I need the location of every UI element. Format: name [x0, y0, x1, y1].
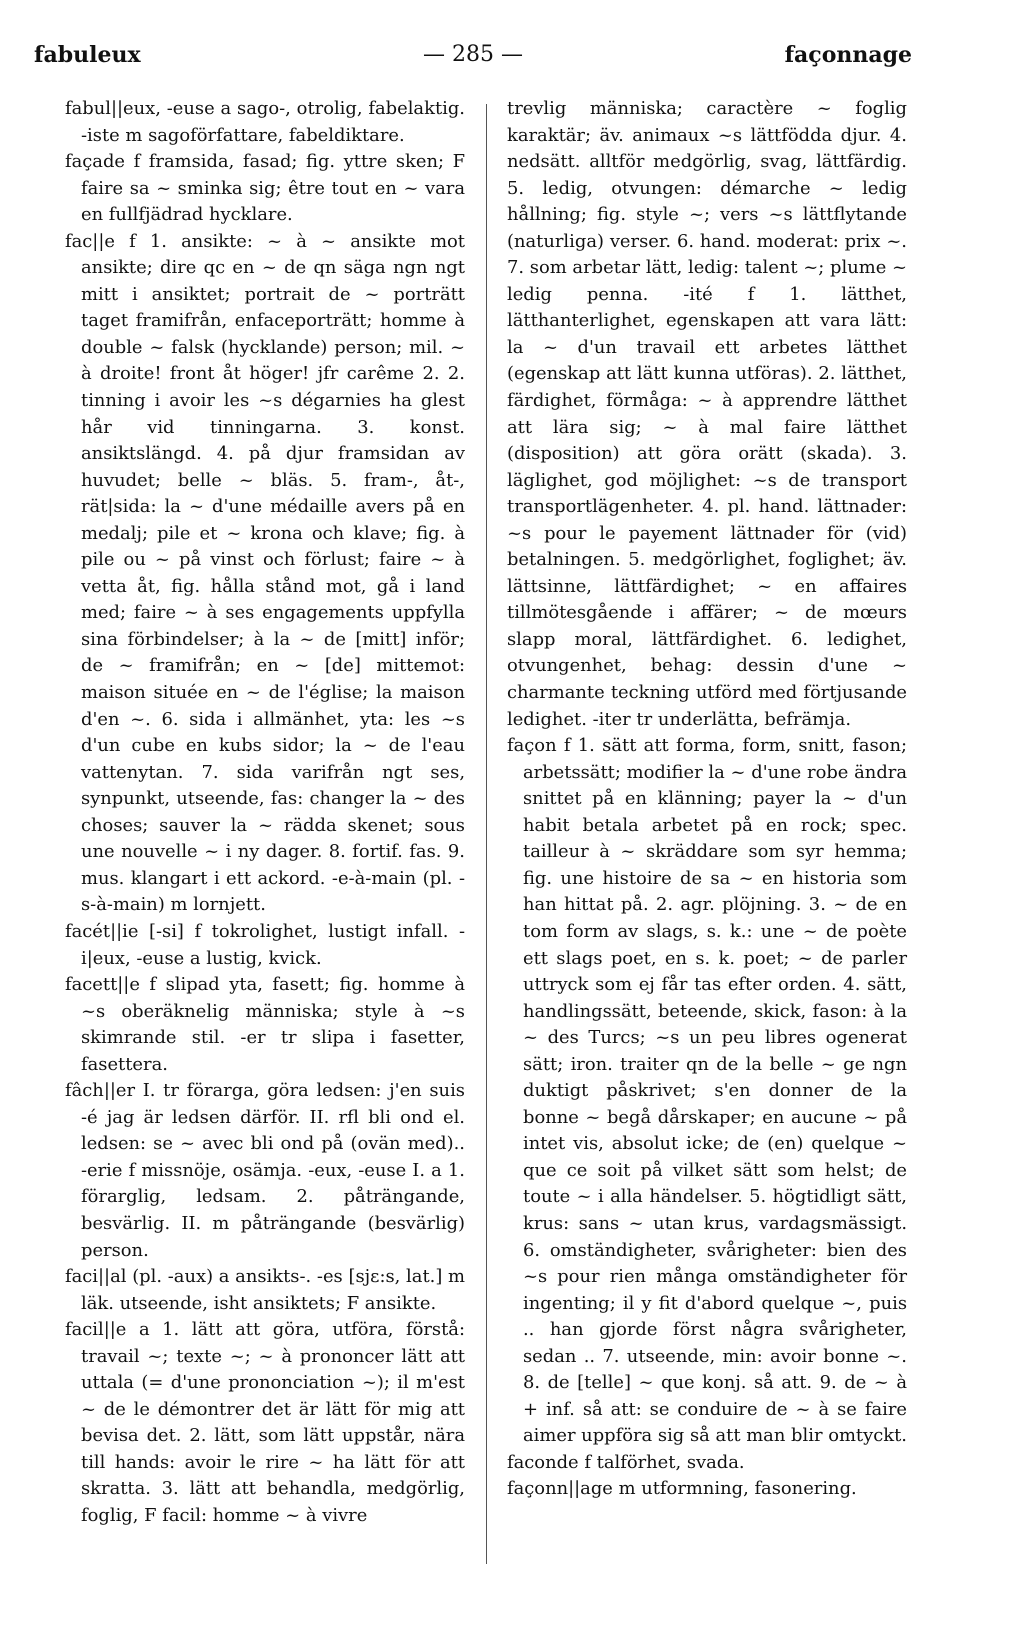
left-column — [65, 96, 465, 1530]
dictionary-entry: façon f 1. sätt att forma, form, snitt, fason; arbetssätt; modifier la ~ d'une robe ändra snittet på en klänning; payer la ~ d'un habit betala arbetet på en rock; spec. tailleur à ~ skräddare som syr hemma; fig. une histoire de sa ~ en historia som han hittat på. 2. agr. plöjning. 3. ~ de en tom form av slags, s. k.: une ~ de poète ett slags poet, en s. k. poet; ~ de parler uttryck som ej får tas efter orden. 4. sätt, handlingssätt, beteende, skick, fason: à la ~ des Turcs; ~s un peu libres ogenerat sätt; iron. traiter qn de la belle ~ ge ngn duktigt påskrivet; s'en donner de la bonne ~ begå dårskaper; en aucune ~ på intet vis, absolut icke; de (en) quelque ~ que ce soit på vilket sätt som helst; de toute ~ i alla händelser. 5. högtidligt sätt, krus: sans ~ utan krus, vardagsmässigt. 6. omständigheter, svårigheter: bien des ~s pour rien många omständigheter för ingenting; il y fit d'abord quelque ~, puis .. han gjorde först några svårigheter, sedan .. 7. utseende, min: avoir bonne ~. 8. de [telle] ~ que konj. så att. 9. de ~ à + inf. så att: se conduire de ~ à se faire aimer uppföra sig så att man blir omtyckt. — [507, 735, 907, 1447]
dictionary-entry: facét||ie [-si] f tokrolighet, lustigt infall. -i|eux, -euse a lustig, kvick. — [65, 920, 465, 969]
dictionary-entry: fâch||er I. tr förarga, göra ledsen: j'en suis -é jag är ledsen därför. II. rfl bli ond el. ledsen: se ~ avec bli ond på (ovän med).. -erie f missnöje, osämja. -eux, -euse I. a 1. förarglig, ledsam. 2. påträngande, besvärlig. II. m påträngande (besvärlig) person. — [65, 1080, 465, 1261]
dictionary-entry: façade f framsida, fasad; fig. yttre sken; F faire sa ~ sminka sig; être tout en ~ vara en fullfjädrad hycklare. — [65, 151, 465, 226]
dictionary-entry: faconde f talförhet, svada. — [507, 1451, 745, 1473]
dictionary-entry: fabul||eux, -euse a sago-, otrolig, fabelaktig. -iste m sagoförfattare, fabeldiktare. — [65, 98, 465, 146]
page-number: — 285 — — [423, 42, 523, 67]
page-header — [34, 38, 912, 78]
dictionary-entry: façonn||age m utformning, fasonering. — [507, 1478, 857, 1500]
column-divider — [486, 104, 487, 1564]
guide-word-right: façonnage — [784, 42, 912, 68]
dictionary-entry: faci||al (pl. -aux) a ansikts-. -es [sjɛ:s, lat.] m läk. utseende, isht ansiktets; F ansikte. — [65, 1266, 465, 1314]
dictionary-entry: facil||e a 1. lätt att göra, utföra, förstå: travail ~; texte ~; ~ à prononcer lätt att uttala (= d'une prononciation ~); il m'est ~ de le démontrer det är lätt för mig att bevisa det. 2. lätt, som lätt uppstår, nära till hands: avoir le rire ~ ha lätt för att skratta. 3. lätt att behandla, medgörlig, foglig, F facil: homme ~ à vivre — [65, 1319, 465, 1526]
guide-word-left: fabuleux — [34, 42, 141, 68]
right-column — [507, 96, 907, 1503]
dictionary-entry: facett||e f slipad yta, fasett; fig. homme à ~s oberäknelig människa; style à ~s skimrande stil. -er tr slipa i fasetter, fasettera. — [65, 974, 465, 1075]
dictionary-entry: fac||e f 1. ansikte: ~ à ~ ansikte mot ansikte; dire qc en ~ de qn säga ngn ngt mitt i ansiktet; portrait de ~ porträtt taget framifrån, enfaceporträtt; homme à double ~ falsk (hycklande) person; mil. ~ à droite! front åt höger! jfr carême 2. 2. tinning i avoir les ~s dégarnies ha glest hår vid tinningarna. 3. konst. ansiktslängd. 4. på djur framsidan av huvudet; belle ~ bläs. 5. fram-, åt-, rät|sida: la ~ d'une médaille avers på en medalj; pile et ~ krona och klave; fig. à pile ou ~ på vinst och förlust; faire ~ à vetta åt, fig. hålla stånd mot, gå i land med; faire ~ à ses engagements uppfylla sina förbindelser; à la ~ de [mitt] inför; de ~ framifrån; en ~ [de] mittemot: maison située en ~ de l'église; la maison d'en ~. 6. sida i allmänhet, yta: les ~s d'un cube en kubs sidor; la ~ de l'eau vattenytan. 7. sida varifrån ngt ses, synpunkt, utseende, fas: changer la ~ des choses; sauver la ~ rädda skenet; sous une nouvelle ~ i ny dager. 8. fortif. fas. 9. mus. klangart i ett ackord. -e-à-main (pl. -s-à-main) m lornjett. — [65, 230, 465, 916]
dictionary-entry-continued: trevlig människa; caractère ~ foglig karaktär; äv. animaux ~s lättfödda djur. 4. nedsätt. alltför medgörlig, svag, lättfärdig. 5. ledig, otvungen: démarche ~ ledig hållning; fig. style ~; vers ~s lättflytande (naturliga) verser. 6. hand. moderat: prix ~. 7. som arbetar lätt, ledig: talent ~; plume ~ ledig penna. -ité f 1. lätthet, lätthanterlighet, egenskapen att vara lätt: la ~ d'un travail ett arbetes lätthet (egenskap att lätt kunna utföras). 2. lätthet, färdighet, förmåga: ~ à apprendre lätthet att lära sig; ~ à mal faire lätthet (disposition) att göra orätt (skada). 3. läglighet, god möjlighet: ~s de transport transportlägenheter. 4. pl. hand. lättnader: ~s pour le payement lättnader för (vid) betalningen. 5. medgörlighet, foglighet; äv. lättsinne, lättfärdighet; ~ en affaires tillmötesgående i affärer; ~ de mœurs slapp moral, lättfärdighet. 6. ledighet, otvungenhet, behag: dessin d'une ~ charmante teckning utförd med förtjusande ledighet. -iter tr underlätta, befrämja. — [507, 98, 907, 730]
